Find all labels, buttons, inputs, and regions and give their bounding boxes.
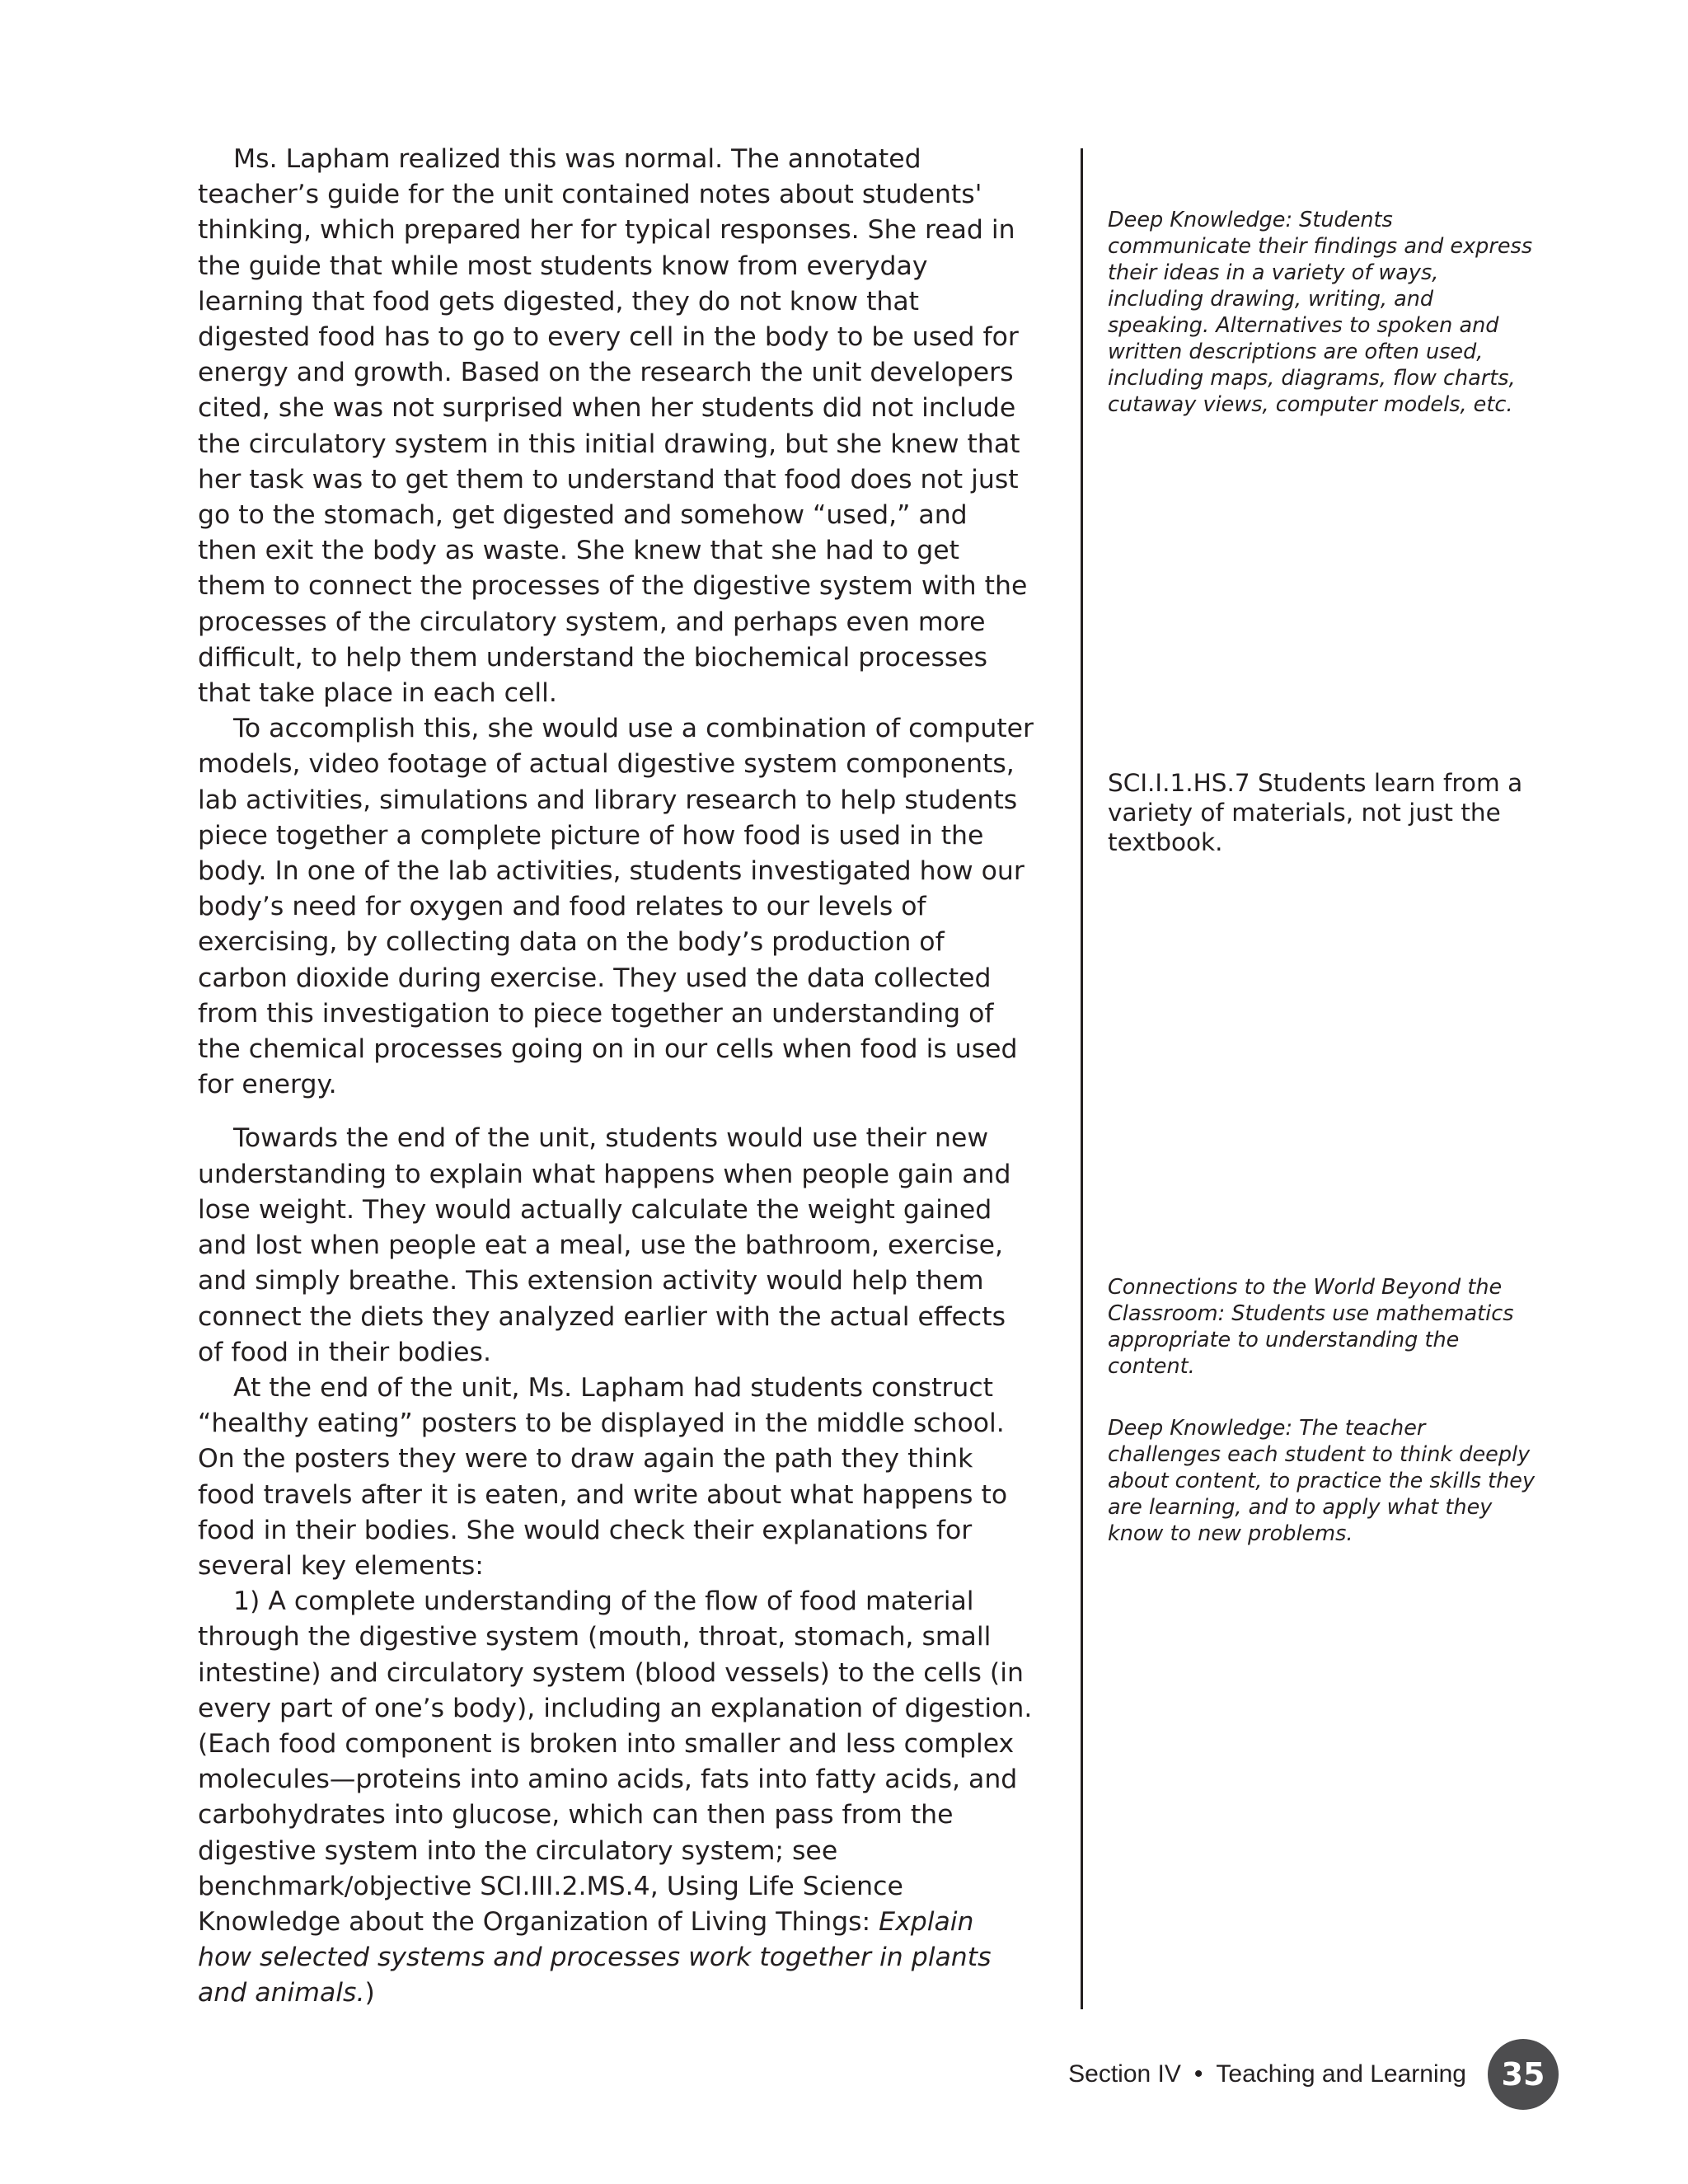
item-1-text: 1) A complete understanding of the flow of food material through the digestive system (mouth, throat, stomach, small intestine) and circulatory system (blood vessels) to the cells (in every part of one’s body), including an explanation of digestion. (Each food component is broken into smaller and less complex molecules—proteins into amino acids, fats into fatty acids, and carbohydrates into glucose, which can then pass from the digestive system into the circulatory system; see benchmark/objective SCI.III.2.MS.4, Using Life Science Knowledge about the Organization of Living Things: bbox=[198, 1586, 1033, 1937]
column-divider bbox=[1081, 148, 1083, 2009]
paragraph-end-of-unit: At the end of the unit, Ms. Lapham had students construct “healthy eating” posters to be displayed in the middle school. On the posters they were to draw again the path they think food travels after it is eaten, and write about what happens to food in their bodies. She would check their explanations for several key elements: bbox=[198, 1372, 1008, 1581]
footer-title: Teaching and Learning bbox=[1216, 2060, 1466, 2088]
page-number: 35 bbox=[1501, 2056, 1545, 2093]
sidebar-note-text: Connections to the World Beyond the Classroom: Students use mathematics appropriate to understanding the content. bbox=[1108, 1275, 1514, 1379]
paragraph-towards-end: Towards the end of the unit, students would use their new understanding to explain what happens when people gain and lose weight. They would actually calculate the weight gained and lost when people eat a meal, use the bathroom, exercise, and simply breathe. This extension activity would help them connect the diets they analyzed earlier with the actual effects of food in their bodies. bbox=[198, 1123, 1011, 1367]
sidebar-note-deep-knowledge-communicate bbox=[1108, 207, 1536, 418]
sidebar-note-text: Deep Knowledge: The teacher challenges each student to think deeply about content, to practice the skills they are learning, and to apply what they know to new problems. bbox=[1108, 1416, 1536, 1546]
sidebar-note-connections bbox=[1108, 1274, 1536, 1380]
footer-section: Section IV bbox=[1068, 2060, 1181, 2088]
sidebar-note-text: SCI.I.1.HS.7 Students learn from a variety of materials, not just the textbook. bbox=[1108, 769, 1523, 856]
paragraph-ms-lapham-realized: Ms. Lapham realized this was normal. The annotated teacher’s guide for the unit contained notes about students' thinking, which prepared her for typical responses. She read in the guide that while most students know from everyday learning that food gets digested, they do not know that digested food has to go to every cell in the body to be used for energy and growth. Based on the research the unit developers cited, she was not surprised when her students did not include the circulatory system in this initial drawing, but she knew that her task was to get them to understand that food does not just go to the stomach, get digested and somehow “used,” and then exit the body as waste. She knew that she had to get them to connect the processes of the digestive system with the processes of the circulatory system, and perhaps even more difficult, to help them understand the biochemical processes that take place in each cell. bbox=[198, 144, 1028, 709]
main-text-column bbox=[198, 142, 1034, 2012]
page-footer bbox=[1068, 2039, 1559, 2110]
page-number-badge bbox=[1488, 2039, 1559, 2110]
sidebar-note-benchmark bbox=[1108, 768, 1536, 857]
paragraph-to-accomplish: To accomplish this, she would use a combination of computer models, video footage of actual digestive system components, lab activities, simulations and library research to help students piece together a complete picture of how food is used in the body. In one of the lab activities, students investigated how our body’s need for oxygen and food relates to our levels of exercising, by collecting data on the body’s production of carbon dioxide during exercise. They used the data collected from this investigation to piece together an understanding of the chemical processes going on in our cells when food is used for energy. bbox=[198, 714, 1034, 1100]
footer-bullet: • bbox=[1193, 2060, 1203, 2088]
sidebar-note-deep-knowledge-challenges bbox=[1108, 1415, 1536, 1547]
sidebar-note-text: Deep Knowledge: Students communicate their findings and express their ideas in a variety of ways, including drawing, writing, and speaking. Alternatives to spoken and written descriptions are often used, including maps, diagrams, flow charts, cutaway views, computer models, etc. bbox=[1108, 208, 1533, 417]
item-1-italic-objective: Explain how selected systems and processes work together in plants and animals. bbox=[198, 1906, 992, 2008]
item-1-close-paren: ) bbox=[364, 1978, 375, 2008]
key-element-item-1 bbox=[198, 1584, 1034, 2011]
